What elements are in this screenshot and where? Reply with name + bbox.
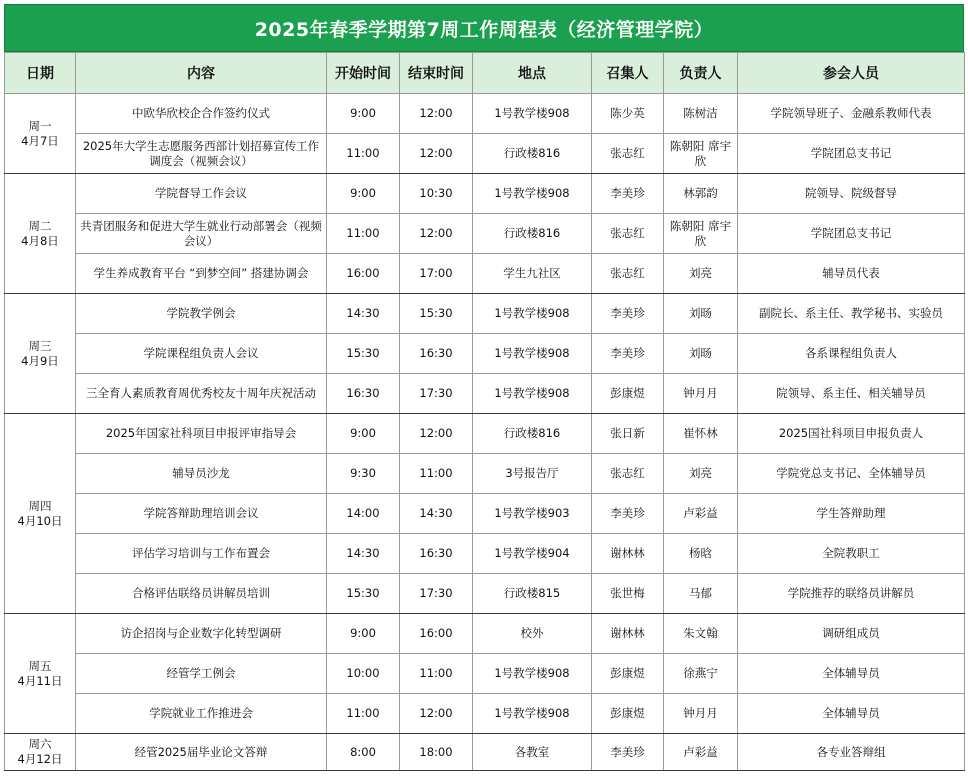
header-location[interactable]: 地点 bbox=[473, 53, 592, 94]
date-label: 4月7日 bbox=[21, 133, 59, 148]
cell-convener[interactable]: 彭康煜 bbox=[592, 374, 664, 414]
table-row bbox=[5, 734, 965, 771]
cell-location[interactable]: 行政楼816 bbox=[473, 134, 592, 174]
date-label: 4月9日 bbox=[21, 353, 59, 368]
cell-content[interactable]: 三全育人素质教育周优秀校友十周年庆祝活动 bbox=[76, 374, 327, 414]
cell-attendees[interactable]: 学院团总支书记 bbox=[738, 214, 965, 254]
table-row bbox=[5, 694, 965, 734]
cell-end-time[interactable]: 16:00 bbox=[400, 614, 473, 654]
cell-convener[interactable]: 谢林林 bbox=[592, 534, 664, 574]
cell-location[interactable]: 1号教学楼903 bbox=[473, 494, 592, 534]
cell-leader[interactable]: 徐燕宁 bbox=[664, 654, 738, 694]
sheet-title: 2025年春季学期第7周工作周程表（经济管理学院） bbox=[4, 4, 964, 52]
cell-end-time[interactable]: 14:30 bbox=[400, 494, 473, 534]
cell-location[interactable]: 1号教学楼908 bbox=[473, 334, 592, 374]
cell-content[interactable]: 学院答辩助理培训会议 bbox=[76, 494, 327, 534]
cell-location[interactable]: 学生九社区 bbox=[473, 254, 592, 294]
table-row bbox=[5, 414, 965, 454]
date-cell[interactable] bbox=[5, 414, 76, 614]
cell-content[interactable]: 2025年国家社科项目申报评审指导会 bbox=[76, 414, 327, 454]
cell-leader[interactable]: 刘亮 bbox=[664, 254, 738, 294]
cell-leader[interactable]: 林郭韵 bbox=[664, 174, 738, 214]
table-row bbox=[5, 654, 965, 694]
cell-end-time[interactable]: 17:00 bbox=[400, 254, 473, 294]
cell-convener[interactable]: 李美珍 bbox=[592, 174, 664, 214]
cell-convener[interactable]: 谢林林 bbox=[592, 614, 664, 654]
table-row bbox=[5, 214, 965, 254]
table-row bbox=[5, 174, 965, 214]
cell-location[interactable]: 行政楼816 bbox=[473, 414, 592, 454]
weekday-label: 周六 bbox=[28, 737, 52, 751]
cell-content[interactable]: 学院课程组负责人会议 bbox=[76, 334, 327, 374]
header-row bbox=[5, 53, 965, 94]
date-cell[interactable] bbox=[5, 294, 76, 414]
cell-attendees[interactable]: 各专业答辩组 bbox=[738, 734, 965, 771]
cell-start-time[interactable]: 11:00 bbox=[327, 694, 400, 734]
table-row bbox=[5, 254, 965, 294]
cell-attendees[interactable]: 调研组成员 bbox=[738, 614, 965, 654]
cell-start-time[interactable]: 15:30 bbox=[327, 334, 400, 374]
cell-start-time[interactable]: 15:30 bbox=[327, 574, 400, 614]
cell-start-time[interactable]: 14:30 bbox=[327, 294, 400, 334]
cell-content[interactable]: 评估学习培训与工作布置会 bbox=[76, 534, 327, 574]
cell-location[interactable]: 1号教学楼908 bbox=[473, 374, 592, 414]
cell-content[interactable]: 学生养成教育平台 “到梦空间” 搭建协调会 bbox=[76, 254, 327, 294]
cell-location[interactable]: 1号教学楼908 bbox=[473, 294, 592, 334]
date-label: 4月12日 bbox=[17, 752, 63, 766]
cell-location[interactable]: 行政楼815 bbox=[473, 574, 592, 614]
cell-convener[interactable]: 张志红 bbox=[592, 254, 664, 294]
cell-convener[interactable]: 张志红 bbox=[592, 214, 664, 254]
cell-content[interactable]: 经管2025届毕业论文答辩 bbox=[76, 734, 327, 771]
cell-leader[interactable]: 崔怀林 bbox=[664, 414, 738, 454]
cell-attendees[interactable]: 学院团总支书记 bbox=[738, 134, 965, 174]
date-label: 4月8日 bbox=[21, 233, 59, 248]
cell-location[interactable]: 行政楼816 bbox=[473, 214, 592, 254]
table-row bbox=[5, 134, 965, 174]
cell-leader[interactable]: 朱文翰 bbox=[664, 614, 738, 654]
cell-start-time[interactable]: 9:00 bbox=[327, 414, 400, 454]
cell-leader[interactable]: 杨晗 bbox=[664, 534, 738, 574]
cell-end-time[interactable]: 15:30 bbox=[400, 294, 473, 334]
cell-convener[interactable]: 张志红 bbox=[592, 454, 664, 494]
cell-end-time[interactable]: 12:00 bbox=[400, 214, 473, 254]
header-start-time[interactable]: 开始时间 bbox=[327, 53, 400, 94]
cell-content[interactable]: 共青团服务和促进大学生就业行动部署会（视频会议） bbox=[76, 214, 327, 254]
cell-convener[interactable]: 张日新 bbox=[592, 414, 664, 454]
cell-start-time[interactable]: 16:30 bbox=[327, 374, 400, 414]
cell-convener[interactable]: 彭康煜 bbox=[592, 694, 664, 734]
schedule-table bbox=[4, 52, 965, 771]
cell-convener[interactable]: 张世梅 bbox=[592, 574, 664, 614]
cell-leader[interactable]: 陈树洁 bbox=[664, 94, 738, 134]
cell-convener[interactable]: 彭康煜 bbox=[592, 654, 664, 694]
cell-leader[interactable]: 刘旸 bbox=[664, 294, 738, 334]
cell-attendees[interactable]: 2025国社科项目申报负责人 bbox=[738, 414, 965, 454]
table-row bbox=[5, 534, 965, 574]
table-row bbox=[5, 454, 965, 494]
cell-start-time[interactable]: 9:00 bbox=[327, 94, 400, 134]
cell-content[interactable]: 学院就业工作推进会 bbox=[76, 694, 327, 734]
cell-attendees[interactable]: 辅导员代表 bbox=[738, 254, 965, 294]
header-convener[interactable]: 召集人 bbox=[592, 53, 664, 94]
date-label: 4月11日 bbox=[17, 673, 63, 688]
cell-attendees[interactable]: 全体辅导员 bbox=[738, 694, 965, 734]
cell-leader[interactable]: 钟月月 bbox=[664, 694, 738, 734]
table-row bbox=[5, 94, 965, 134]
cell-end-time[interactable]: 17:30 bbox=[400, 574, 473, 614]
cell-start-time[interactable]: 11:00 bbox=[327, 134, 400, 174]
cell-convener[interactable]: 李美珍 bbox=[592, 334, 664, 374]
header-attendees[interactable]: 参会人员 bbox=[738, 53, 965, 94]
cell-content[interactable]: 辅导员沙龙 bbox=[76, 454, 327, 494]
table-row bbox=[5, 494, 965, 534]
weekday-label: 周五 bbox=[28, 658, 52, 673]
date-cell[interactable] bbox=[5, 94, 76, 174]
schedule-sheet bbox=[4, 4, 964, 771]
date-cell[interactable] bbox=[5, 734, 76, 771]
cell-convener[interactable]: 李美珍 bbox=[592, 294, 664, 334]
cell-content[interactable]: 中欧华欣校企合作签约仪式 bbox=[76, 94, 327, 134]
cell-start-time[interactable]: 9:30 bbox=[327, 454, 400, 494]
cell-attendees[interactable]: 全院教职工 bbox=[738, 534, 965, 574]
cell-content[interactable]: 合格评估联络员讲解员培训 bbox=[76, 574, 327, 614]
cell-attendees[interactable]: 各系课程组负责人 bbox=[738, 334, 965, 374]
cell-end-time[interactable]: 12:00 bbox=[400, 94, 473, 134]
cell-attendees[interactable]: 学院推荐的联络员讲解员 bbox=[738, 574, 965, 614]
cell-start-time[interactable]: 8:00 bbox=[327, 734, 400, 771]
cell-end-time[interactable]: 10:30 bbox=[400, 174, 473, 214]
weekday-label: 周一 bbox=[28, 118, 52, 133]
cell-start-time[interactable]: 14:30 bbox=[327, 534, 400, 574]
cell-attendees[interactable]: 副院长、系主任、教学秘书、实验员 bbox=[738, 294, 965, 334]
cell-start-time[interactable]: 9:00 bbox=[327, 614, 400, 654]
weekday-label: 周四 bbox=[28, 498, 52, 513]
weekday-label: 周三 bbox=[28, 338, 52, 353]
cell-content[interactable]: 学院教学例会 bbox=[76, 294, 327, 334]
schedule-body bbox=[5, 94, 965, 771]
cell-attendees[interactable]: 学院领导班子、金融系教师代表 bbox=[738, 94, 965, 134]
cell-start-time[interactable]: 11:00 bbox=[327, 214, 400, 254]
cell-attendees[interactable]: 学院党总支书记、全体辅导员 bbox=[738, 454, 965, 494]
table-row bbox=[5, 574, 965, 614]
cell-convener[interactable]: 李美珍 bbox=[592, 734, 664, 771]
cell-content[interactable]: 访企招岗与企业数字化转型调研 bbox=[76, 614, 327, 654]
cell-start-time[interactable]: 14:00 bbox=[327, 494, 400, 534]
cell-leader[interactable]: 刘旸 bbox=[664, 334, 738, 374]
cell-convener[interactable]: 陈少英 bbox=[592, 94, 664, 134]
header-end-time[interactable]: 结束时间 bbox=[400, 53, 473, 94]
cell-attendees[interactable]: 院领导、系主任、相关辅导员 bbox=[738, 374, 965, 414]
cell-start-time[interactable]: 9:00 bbox=[327, 174, 400, 214]
cell-location[interactable]: 3号报告厅 bbox=[473, 454, 592, 494]
cell-end-time[interactable]: 12:00 bbox=[400, 414, 473, 454]
date-cell[interactable] bbox=[5, 614, 76, 734]
table-row bbox=[5, 334, 965, 374]
cell-end-time[interactable]: 11:00 bbox=[400, 654, 473, 694]
cell-location[interactable]: 1号教学楼908 bbox=[473, 174, 592, 214]
cell-leader[interactable]: 陈朝阳 席宇欣 bbox=[664, 134, 738, 174]
cell-content[interactable]: 2025年大学生志愿服务西部计划招募宣传工作调度会（视频会议） bbox=[76, 134, 327, 174]
cell-start-time[interactable]: 16:00 bbox=[327, 254, 400, 294]
cell-leader[interactable]: 刘亮 bbox=[664, 454, 738, 494]
cell-leader[interactable]: 卢彩益 bbox=[664, 494, 738, 534]
header-date[interactable]: 日期 bbox=[5, 53, 76, 94]
date-label: 4月10日 bbox=[17, 513, 63, 528]
cell-start-time[interactable]: 10:00 bbox=[327, 654, 400, 694]
date-cell[interactable] bbox=[5, 174, 76, 294]
cell-leader[interactable]: 钟月月 bbox=[664, 374, 738, 414]
cell-attendees[interactable]: 院领导、院级督导 bbox=[738, 174, 965, 214]
cell-end-time[interactable]: 16:30 bbox=[400, 534, 473, 574]
cell-location[interactable]: 1号教学楼908 bbox=[473, 654, 592, 694]
table-row bbox=[5, 294, 965, 334]
cell-location[interactable]: 1号教学楼908 bbox=[473, 94, 592, 134]
cell-end-time[interactable]: 11:00 bbox=[400, 454, 473, 494]
cell-convener[interactable]: 张志红 bbox=[592, 134, 664, 174]
cell-leader[interactable]: 马郁 bbox=[664, 574, 738, 614]
weekday-label: 周二 bbox=[28, 218, 52, 233]
cell-leader[interactable]: 卢彩益 bbox=[664, 734, 738, 771]
header-content[interactable]: 内容 bbox=[76, 53, 327, 94]
table-row bbox=[5, 374, 965, 414]
cell-location[interactable]: 1号教学楼908 bbox=[473, 694, 592, 734]
cell-location[interactable]: 1号教学楼904 bbox=[473, 534, 592, 574]
cell-location[interactable]: 校外 bbox=[473, 614, 592, 654]
cell-location[interactable]: 各教室 bbox=[473, 734, 592, 771]
cell-end-time[interactable]: 18:00 bbox=[400, 734, 473, 771]
cell-convener[interactable]: 李美珍 bbox=[592, 494, 664, 534]
cell-leader[interactable]: 陈朝阳 席宇欣 bbox=[664, 214, 738, 254]
table-row bbox=[5, 614, 965, 654]
cell-end-time[interactable]: 12:00 bbox=[400, 134, 473, 174]
cell-attendees[interactable]: 学生答辩助理 bbox=[738, 494, 965, 534]
cell-end-time[interactable]: 12:00 bbox=[400, 694, 473, 734]
cell-content[interactable]: 学院督导工作会议 bbox=[76, 174, 327, 214]
cell-end-time[interactable]: 17:30 bbox=[400, 374, 473, 414]
cell-end-time[interactable]: 16:30 bbox=[400, 334, 473, 374]
cell-content[interactable]: 经管学工例会 bbox=[76, 654, 327, 694]
header-leader[interactable]: 负责人 bbox=[664, 53, 738, 94]
cell-attendees[interactable]: 全体辅导员 bbox=[738, 654, 965, 694]
